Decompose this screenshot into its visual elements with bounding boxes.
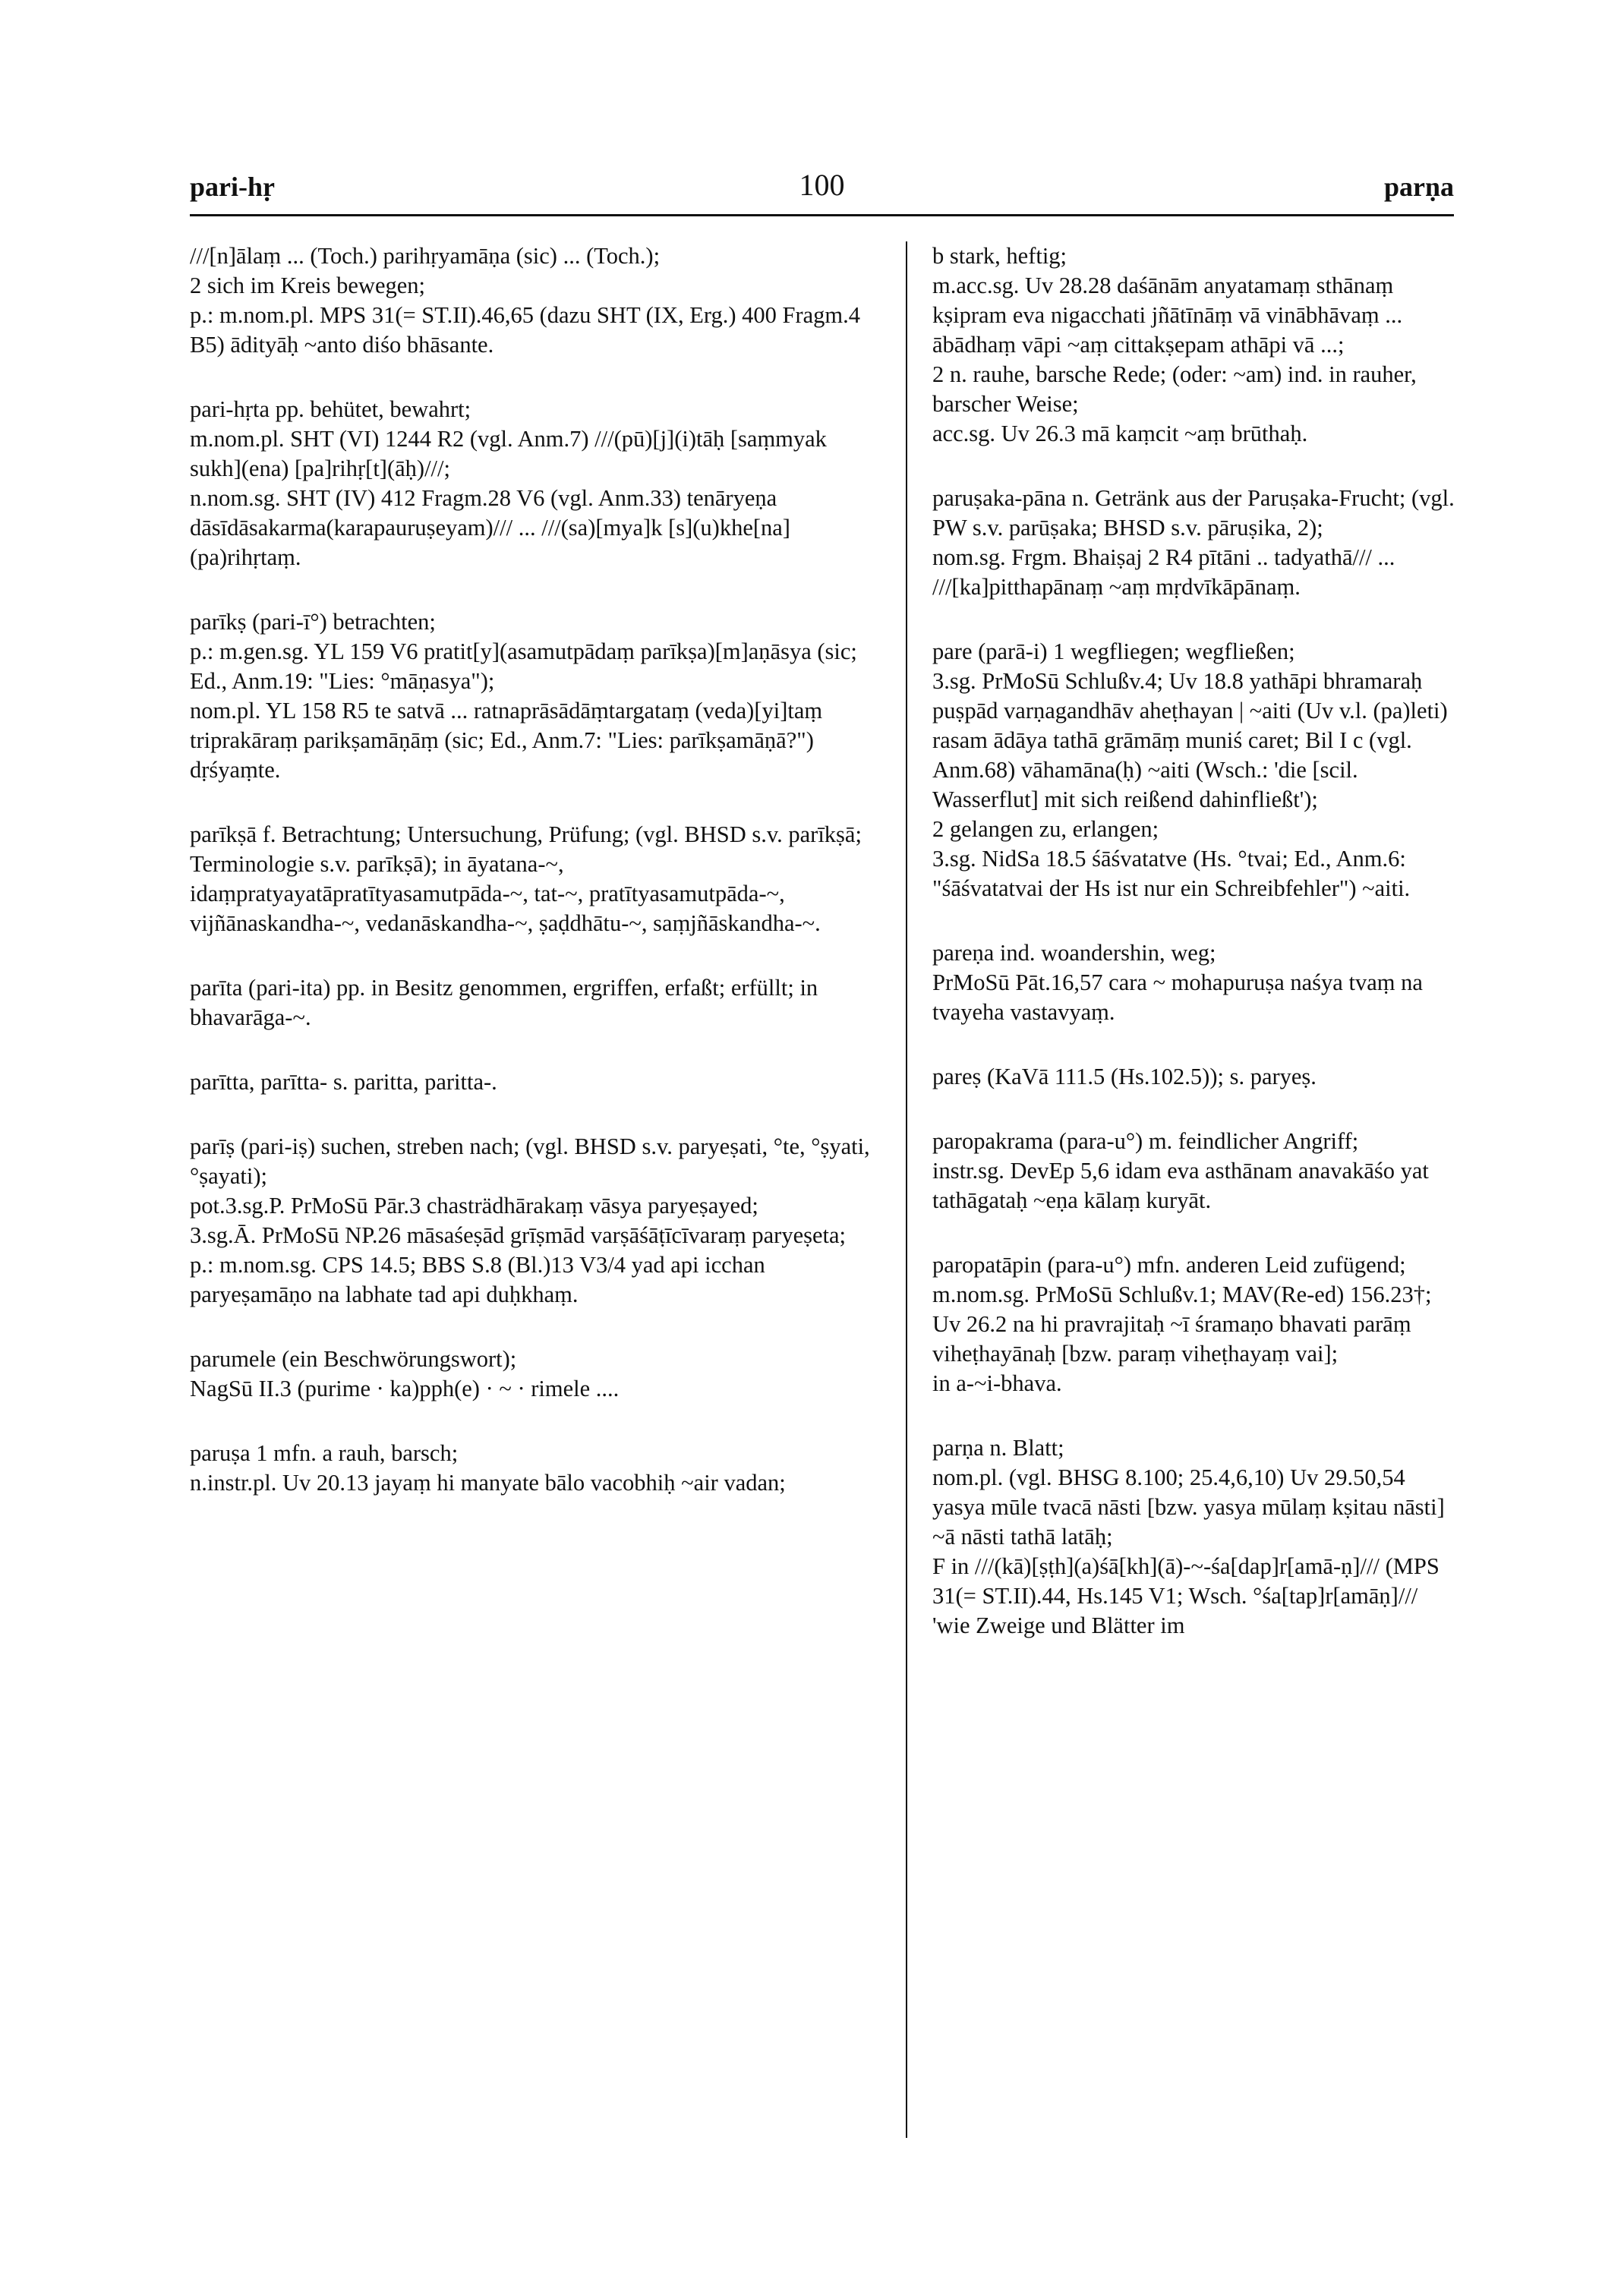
entry-parumele xyxy=(190,1345,881,1404)
entry-line: p.: m.gen.sg. YL 159 V6 pratit[y](asamutpādaṃ parīkṣa)[m]aṇāsya (sic; Ed., Anm.19: "Lies: °māṇasya"); xyxy=(190,638,857,694)
entry-headline: parīkṣā f. Betrachtung; Untersuchung, Prüfung; (vgl. BHSD s.v. parīkṣā; Terminologie s.v. parīkṣā); in āyatana-~, idaṃpratyayatāpratītyasamutpāda-~, tat-~, pratītyasamutpāda-~, vijñānaskandha-~, vedanāskandha-~, ṣaḍdhātu-~, saṃjñāskandha-~. xyxy=(190,821,862,936)
entry-line: F in ///(kā)[ṣṭh](a)śā[kh](ā)-~-śa[dap]r[amā-ṇ]/// (MPS 31(= ST.II).44, Hs.145 V1; Wsch. °śa[tap]r[amāṇ]/// 'wie Zweige und Blätter im xyxy=(932,1553,1440,1638)
entry-pari-hrta xyxy=(190,395,881,572)
entry-line: nom.sg. Frgm. Bhaiṣaj 2 R4 pītāni .. tadyathā/// ... ///[ka]pitthapānaṃ ~aṃ mṛdvīkāpānaṃ. xyxy=(932,544,1395,600)
entry-line: m.nom.sg. PrMoSū Schlußv.1; MAV(Re-ed) 156.23†; Uv 26.2 na hi pravrajitaḥ ~ī śramaṇo bhavati parāṃ viheṭhayānaḥ [bzw. paraṃ viheṭhayaṃ vai]; xyxy=(932,1282,1432,1367)
entry-headline: paropatāpin (para-u°) mfn. anderen Leid zufügend; xyxy=(932,1252,1406,1278)
entry-headline: pare (parā-i) 1 wegfliegen; wegfließen; xyxy=(932,638,1295,664)
header-first-lemma: pari-hṛ xyxy=(190,172,275,202)
entry-line: m.acc.sg. Uv 28.28 daśānām anyatamaṃ sthānaṃ kṣipram eva nigacchati jñātīnāṃ vā vinābhāvaṃ ... ābādhaṃ vāpi ~aṃ cittakṣepam athāpi vā ...; xyxy=(932,273,1403,358)
right-column xyxy=(932,241,1456,1676)
entry-paropakrama xyxy=(932,1127,1456,1215)
entry-line: 2 n. rauhe, barsche Rede; (oder: ~am) ind. in rauher, barscher Weise; xyxy=(932,361,1417,417)
entry-parusaka-pana xyxy=(932,484,1456,602)
entry-headline: parumele (ein Beschwörungswort); xyxy=(190,1346,517,1372)
entry-line: n.instr.pl. Uv 20.13 jayaṃ hi manyate bālo vacobhiḥ ~air vadan; xyxy=(190,1470,786,1496)
entry-headline: parīkṣ (pari-ī°) betrachten; xyxy=(190,609,436,635)
entry-paritta xyxy=(190,1067,881,1097)
entry-line: n.nom.sg. SHT (IV) 412 Fragm.28 V6 (vgl. Anm.33) tenāryeṇa dāsīdāsakarma(karapauruṣeyam)/// ... ///(sa)[mya]k [s](u)khe[na] (pa)rihṛtaṃ. xyxy=(190,485,790,570)
entry-headline: parīṣ (pari-iṣ) suchen, streben nach; (vgl. BHSD s.v. paryeṣati, °te, °ṣyati, °ṣayati); xyxy=(190,1133,870,1189)
entry-headline: pari-hṛta pp. behütet, bewahrt; xyxy=(190,396,471,422)
entry-line: acc.sg. Uv 26.3 mā kaṃcit ~aṃ brūthaḥ. xyxy=(932,421,1308,446)
entry-line: 3.sg. PrMoSū Schlußv.4; Uv 18.8 yathāpi bhramaraḥ puṣpād varṇagandhāv aheṭhayan | ~aiti (Uv v.l. (pa)leti) rasam ādāya tathā grāmāṃ muniś caret; Bil I c (vgl. Anm.68) vāhamāna(ḥ) ~aiti (Wsch.: 'die [scil. Wasserflut] mit sich reißend dahinfließt'); xyxy=(932,668,1448,812)
entry-parusa xyxy=(190,1439,881,1498)
entry-line: in a-~i-bhava. xyxy=(932,1370,1062,1396)
header-rule xyxy=(190,214,1454,216)
entry-line: m.nom.pl. SHT (VI) 1244 R2 (vgl. Anm.7) ///(pū)[j](i)tāḥ [saṃmyak sukh](ena) [pa]rihṛ[t](āḥ)///; xyxy=(190,426,827,481)
entry-pares xyxy=(932,1062,1456,1092)
entry-headline: parīta (pari-ita) pp. in Besitz genommen, ergriffen, erfaßt; erfüllt; in bhavarāga-~. xyxy=(190,975,818,1030)
entry-parna xyxy=(932,1433,1456,1641)
entry-line: p.: m.nom.sg. CPS 14.5; BBS S.8 (Bl.)13 V3/4 yad api icchan paryeṣamāṇo na labhate tad api duḥkhaṃ. xyxy=(190,1252,765,1307)
entry-headline: paropakrama (para-u°) m. feindlicher Angriff; xyxy=(932,1128,1359,1154)
entry-headline: pareṣ (KaVā 111.5 (Hs.102.5)); s. paryeṣ. xyxy=(932,1064,1317,1089)
entry-parena xyxy=(932,938,1456,1027)
entry-paropatapin xyxy=(932,1250,1456,1398)
header-last-lemma: parṇa xyxy=(1383,172,1454,202)
entry-line: instr.sg. DevEp 5,6 idam eva asthānam anavakāśo yat tathāgataḥ ~eṇa kālaṃ kuryāt. xyxy=(932,1158,1429,1213)
entry-headline: parītta, parītta- s. paritta, paritta-. xyxy=(190,1069,497,1095)
entry-parusa-cont xyxy=(932,241,1456,449)
page-number: 100 xyxy=(799,168,845,202)
entry-line: PrMoSū Pāt.16,57 cara ~ mohapuruṣa naśya tvaṃ na tvayeha vastavyaṃ. xyxy=(932,969,1423,1025)
entry-pariks xyxy=(190,607,881,785)
entry-line: pot.3.sg.P. PrMoSū Pār.3 chasträdhārakaṃ vāsya paryeṣayed; xyxy=(190,1193,758,1219)
entry-line: nom.pl. YL 158 R5 te satvā ... ratnaprāsādāṃtargataṃ (veda)[yi]taṃ triprakāraṃ parikṣamāṇāṃ (sic; Ed., Anm.7: "Lies: parīkṣamāṇā?") dṛśyaṃte. xyxy=(190,698,823,783)
entry-line: NagSū II.3 (purime · ka)pph(e) · ~ · rimele .... xyxy=(190,1376,620,1401)
running-header xyxy=(190,163,1454,209)
entry-pari-hr-cont xyxy=(190,241,881,360)
entry-line: 3.sg. NidSa 18.5 śāśvatatve (Hs. °tvai; Ed., Anm.6: "śāśvatatvai der Hs ist nur ein Schreibfehler") ~aiti. xyxy=(932,846,1411,901)
entry-headline: paruṣa 1 mfn. a rauh, barsch; xyxy=(190,1440,459,1466)
entry-headline: parṇa n. Blatt; xyxy=(932,1435,1064,1461)
entry-line: b stark, heftig; xyxy=(932,243,1067,269)
entry-headline: pareṇa ind. woandershin, weg; xyxy=(932,940,1216,966)
entry-pariksa xyxy=(190,820,881,938)
column-divider xyxy=(906,241,907,2138)
entry-line: 2 gelangen zu, erlangen; xyxy=(932,816,1159,842)
entry-line: 3.sg.Ā. PrMoSū NP.26 māsaśeṣād grīṣmād varṣāśāṭīcīvaraṃ paryeṣeta; xyxy=(190,1222,846,1248)
entry-line: nom.pl. (vgl. BHSG 8.100; 25.4,6,10) Uv 29.50,54 yasya mūle tvacā nāsti [bzw. yasya mūlaṃ kṣitau nāsti] ~ā nāsti tathā latāḥ; xyxy=(932,1464,1445,1550)
entry-paris xyxy=(190,1132,881,1310)
entry-line: 2 sich im Kreis bewegen; xyxy=(190,273,426,298)
entry-line: p.: m.nom.pl. MPS 31(= ST.II).46,65 (dazu SHT (IX, Erg.) 400 Fragm.4 B5) ādityāḥ ~anto diśo bhāsante. xyxy=(190,302,861,358)
entry-line: ///[n]ālaṃ ... (Toch.) parihṛyamāṇa (sic) ... (Toch.); xyxy=(190,243,661,269)
entry-parita xyxy=(190,973,881,1033)
entry-headline: paruṣaka-pāna n. Getränk aus der Paruṣaka-Frucht; (vgl. PW s.v. parūṣaka; BHSD s.v. pāruṣika, 2); xyxy=(932,485,1455,541)
left-column xyxy=(190,241,881,1533)
entry-pare xyxy=(932,637,1456,903)
